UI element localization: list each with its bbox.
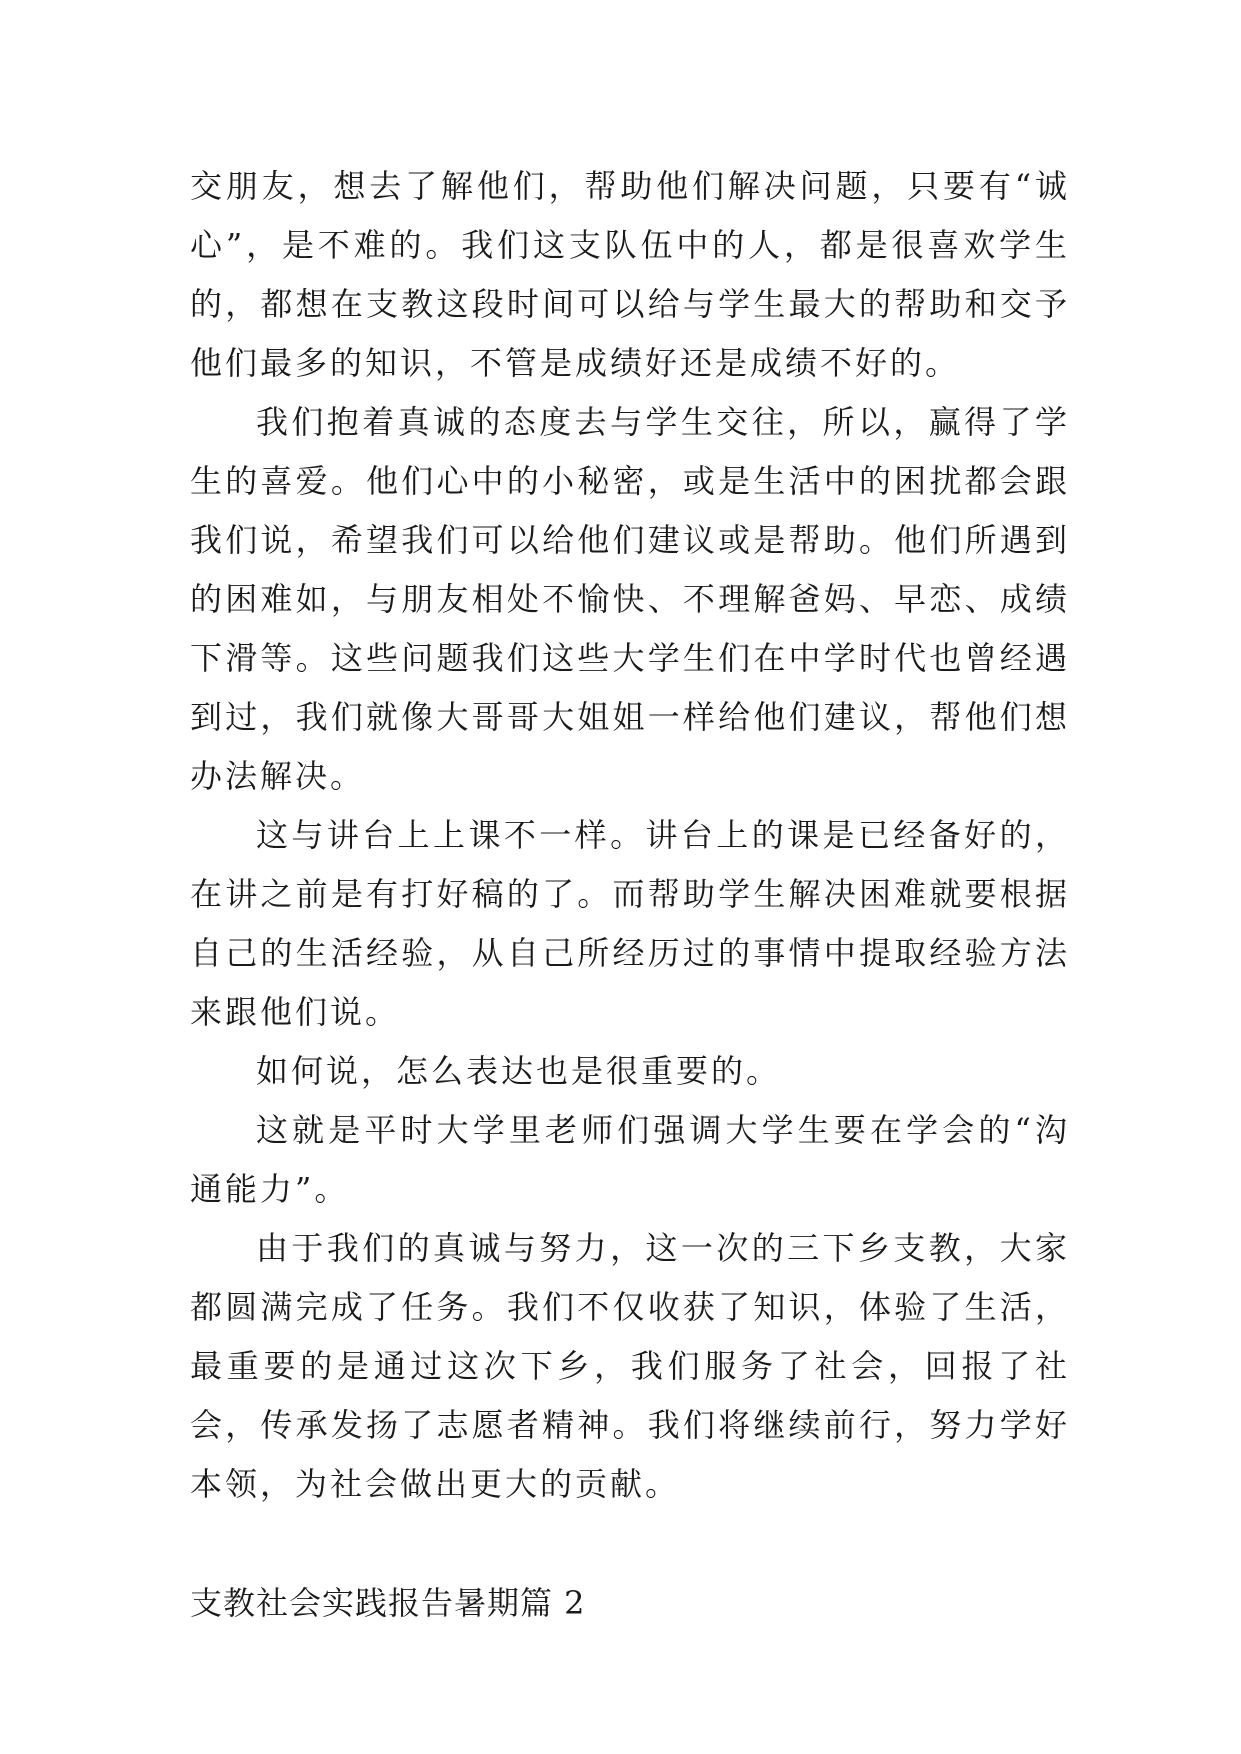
paragraph: 如何说，怎么表达也是很重要的。 — [256, 1052, 782, 1090]
paragraph-continued: 交朋友，想去了解他们，帮助他们解决问题，只要有“诚心”，是不难的。我们这支队伍中的人，都是很喜欢学生的，都想在支教这段时间可以给与学生最大的帮助和交予他们最多的知识，不管是成绩好还是成绩不好的。 — [190, 167, 1070, 382]
paragraph: 这就是平时大学里老师们强调大学生要在学会的“沟通能力”。 — [190, 1111, 1070, 1208]
section-heading: 支教社会实践报告暑期篇 2 — [190, 1584, 586, 1622]
paragraph: 由于我们的真诚与努力，这一次的三下乡支教，大家都圆满完成了任务。我们不仅收获了知识，体验了生活，最重要的是通过这次下乡，我们服务了社会，回报了社会，传承发扬了志愿者精神。我们将继续前行，努力学好本领，为社会做出更大的贡献。 — [190, 1229, 1070, 1503]
paragraph: 这与讲台上上课不一样。讲台上的课是已经备好的，在讲之前是有打好稿的了。而帮助学生解决困难就要根据自己的生活经验，从自己所经历过的事情中提取经验方法来跟他们说。 — [190, 816, 1070, 1031]
document-body — [190, 157, 1070, 1633]
paragraph: 我们抱着真诚的态度去与学生交往，所以，赢得了学生的喜爱。他们心中的小秘密，或是生活中的困扰都会跟我们说，希望我们可以给他们建议或是帮助。他们所遇到的困难如，与朋友相处不愉快、不理解爸妈、早恋、成绩下滑等。这些问题我们这些大学生们在中学时代也曾经遇到过，我们就像大哥哥大姐姐一样给他们建议，帮他们想办法解决。 — [190, 403, 1070, 795]
